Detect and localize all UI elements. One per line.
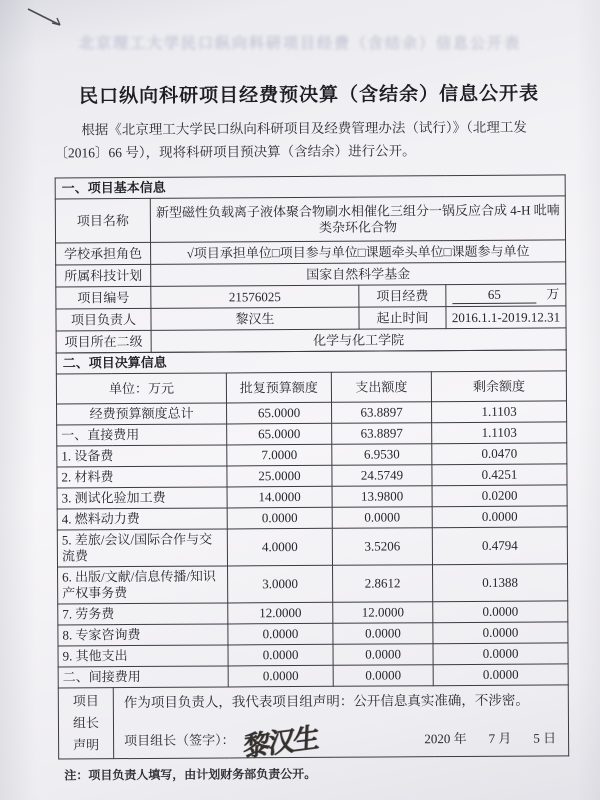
budget-row <box>58 564 568 604</box>
budget-table <box>56 349 569 763</box>
budget-row-value: 0.4251 <box>432 464 567 486</box>
budget-row-value: 25.0000 <box>227 465 332 487</box>
budget-row-value: 7.0000 <box>227 444 332 466</box>
declaration-row <box>58 685 568 759</box>
budget-row-value: 0.1388 <box>433 564 568 602</box>
budget-row-value: 0.0000 <box>228 623 333 645</box>
unit-header: 单位：万元 <box>56 373 226 404</box>
project-leader-row <box>56 306 566 331</box>
budget-row-value: 6.9530 <box>332 444 432 466</box>
budget-row-value: 3.5206 <box>332 528 432 566</box>
declaration-section <box>58 685 568 763</box>
budget-head <box>56 350 566 404</box>
budget-row-value: 63.8897 <box>332 402 432 424</box>
project-number-row <box>56 284 566 309</box>
budget-row-value: 1.1103 <box>432 401 567 423</box>
school-role-row <box>56 240 566 265</box>
date-month: 7 月 <box>488 730 512 746</box>
budget-row-label: 5. 差旅/会议/国际合作与交流费 <box>57 529 227 567</box>
budget-row-value: 14.0000 <box>227 486 332 508</box>
budget-row-value: 0.0470 <box>432 443 567 465</box>
budget-row-value: 0.0000 <box>433 622 568 644</box>
budget-row-value: 12.0000 <box>333 602 433 624</box>
budget-column-header-row <box>56 371 566 404</box>
period-value: 2016.1.1-2019.12.31 <box>446 306 566 329</box>
budget-row-label: 6. 出版/文献/信息传播/知识产权事务费 <box>58 566 228 604</box>
project-number-label: 项目编号 <box>56 286 151 309</box>
column-expenditure: 支出额度 <box>331 372 431 403</box>
project-leader-value: 黎汉生 <box>151 307 359 330</box>
declaration-body <box>113 685 568 763</box>
budget-row-value: 1.1103 <box>432 422 567 444</box>
budget-row-label: 7. 劳务费 <box>58 603 228 625</box>
section2-header: 二、项目决算信息 <box>56 350 566 374</box>
budget-row <box>57 527 567 567</box>
budget-row-label: 一、直接费用 <box>57 424 227 446</box>
intro-paragraph: 根据《北京理工大学民口纵向科研项目及经费管理办法（试行）》（北理工发〔2016〕66 号），现将科研项目预决算（含结余）进行公开。 <box>54 119 527 161</box>
section1-header: 一、项目基本信息 <box>55 175 565 199</box>
budget-row-value: 65.0000 <box>227 402 332 424</box>
project-number-value: 21576025 <box>151 285 359 308</box>
signature-label: 项目组长（签字）： <box>124 732 235 749</box>
budget-row-label: 4. 燃料动力费 <box>57 508 227 530</box>
date-day: 5 日 <box>533 730 557 746</box>
project-leader-label: 项目负责人 <box>56 308 151 331</box>
school-unit-label: 项目所在二级 <box>56 330 151 353</box>
budget-row-value: 65.0000 <box>227 423 332 445</box>
school-unit-value: 化学与化工学院 <box>151 328 566 353</box>
program-label: 所属科技计划 <box>56 264 151 287</box>
project-name-row <box>55 196 565 243</box>
handwritten-signature: 黎汉生 <box>242 722 319 763</box>
basic-info-table <box>55 174 567 353</box>
budget-row-value: 2.8612 <box>333 565 433 603</box>
budget-row-value: 3.0000 <box>228 565 333 603</box>
declaration-label-line: 声明 <box>73 737 100 753</box>
column-approved-budget: 批复预算额度 <box>226 372 331 403</box>
budget-row-value: 0.0200 <box>432 485 567 507</box>
date-year: 2020 年 <box>424 730 467 747</box>
school-role-label: 学校承担角色 <box>56 242 151 265</box>
budget-row-label: 二、间接费用 <box>58 666 228 688</box>
column-remaining: 剩余额度 <box>431 371 566 402</box>
budget-row-label: 经费预算额度总计 <box>57 403 227 425</box>
budget-row-value: 0.0000 <box>228 644 333 666</box>
budget-row-label: 1. 设备费 <box>57 445 227 467</box>
budget-row-label: 9. 其他支出 <box>58 645 228 667</box>
project-fund-value <box>446 284 566 307</box>
budget-row-value: 0.0000 <box>333 644 433 666</box>
budget-row-value: 0.0000 <box>332 507 432 529</box>
budget-row-value: 4.0000 <box>227 528 332 566</box>
budget-rows <box>57 401 569 688</box>
budget-row-value: 0.0000 <box>432 506 567 528</box>
budget-row-value: 0.0000 <box>433 601 568 623</box>
budget-row-label: 8. 专家咨询费 <box>58 624 228 646</box>
page-title: 民口纵向科研项目经费预决算（含结余）信息公开表 <box>79 83 540 108</box>
budget-row-value: 13.9800 <box>332 486 432 508</box>
budget-row-label: 2. 材料费 <box>57 466 227 488</box>
program-row <box>56 262 566 287</box>
signature-line <box>124 722 560 763</box>
signature-date <box>424 730 560 747</box>
budget-row-value: 0.0000 <box>433 664 568 686</box>
budget-row-value: 0.0000 <box>333 665 433 687</box>
budget-row-value: 12.0000 <box>228 602 333 624</box>
program-value: 国家自然科学基金 <box>151 262 566 287</box>
budget-row-value: 24.5749 <box>332 465 432 487</box>
school-role-value: √项目承担单位□项目参与单位□课题牵头单位□课题参与单位 <box>151 240 566 265</box>
budget-row-value: 0.0000 <box>433 643 568 665</box>
fund-unit: 万 <box>546 286 560 302</box>
declaration-label-line: 组长 <box>72 715 100 731</box>
budget-row-value: 0.0000 <box>333 623 433 645</box>
project-name-label: 项目名称 <box>55 198 150 243</box>
fund-amount: 65 <box>452 287 536 305</box>
budget-row-value: 0.4794 <box>432 527 567 565</box>
period-label: 起止时间 <box>359 307 446 330</box>
project-name-value: 新型磁性负载离子液体聚合物刷水相催化三组分一锅反应合成 4-H 吡喃类杂环化合物 <box>150 196 565 243</box>
project-fund-label: 项目经费 <box>359 285 446 308</box>
declaration-label-line: 项目 <box>72 693 99 709</box>
budget-row-value: 0.0000 <box>228 665 333 687</box>
declaration-label <box>58 688 113 759</box>
declaration-statement: 作为项目负责人，我代表项目组声明：公开信息真实准确，不涉密。 <box>123 692 529 711</box>
budget-row-value: 63.8897 <box>332 423 432 445</box>
bleed-through-text: 北京理工大学民口纵向科研项目经费（含结余）信息公开表 <box>78 35 521 52</box>
footnote: 注：项目负责人填写，由计划财务部负责公开。 <box>64 766 317 783</box>
budget-row-value: 0.0000 <box>227 507 332 529</box>
budget-row-label: 3. 测试化验加工费 <box>57 487 227 509</box>
